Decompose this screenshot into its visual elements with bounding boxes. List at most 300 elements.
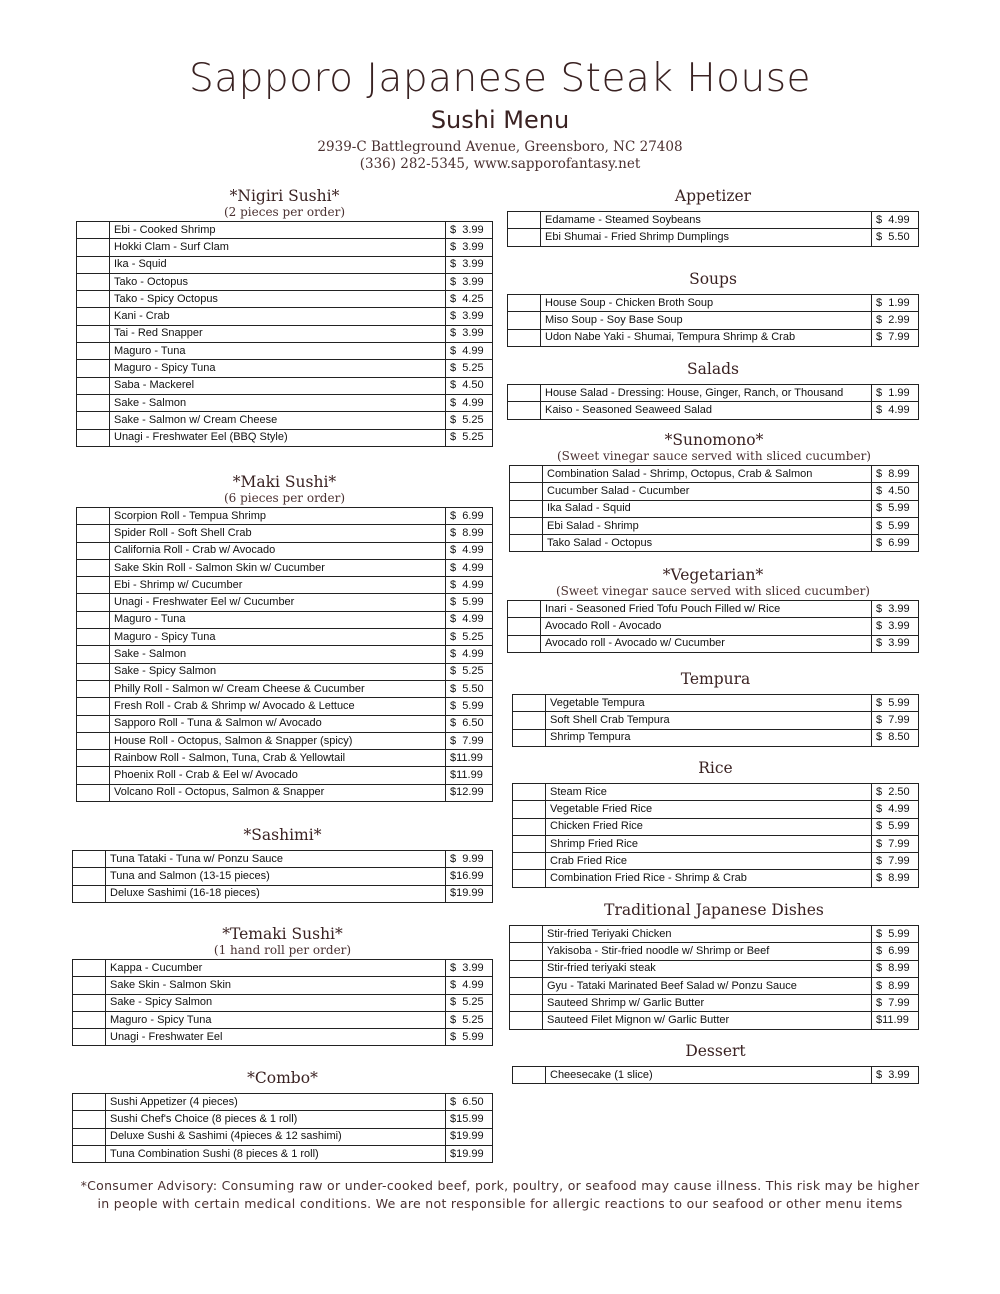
menu-item-row: [73, 1128, 493, 1145]
menu-item-row: [77, 325, 493, 342]
menu-item-blank-cell: [508, 402, 541, 419]
menu-item-row: [77, 715, 493, 732]
menu-item-row: [510, 500, 919, 517]
menu-item-blank-cell: [77, 508, 110, 525]
menu-item-name: Cheesecake (1 slice): [546, 1067, 872, 1084]
menu-item-blank-cell: [77, 256, 110, 273]
menu-item-name: Saba - Mackerel: [110, 377, 446, 394]
menu-item-name: Ebi - Shrimp w/ Cucumber: [110, 577, 446, 594]
section-title: Rice: [698, 759, 733, 777]
section-combo: [72, 1069, 493, 1163]
menu-item-name: Ebi Shumai - Fried Shrimp Dumplings: [541, 229, 872, 246]
menu-item-price: $ 8.99: [872, 466, 919, 483]
menu-item-row: [508, 212, 919, 229]
menu-item-name: Stir-fried Teriyaki Chicken: [543, 926, 872, 943]
menu-item-price: $ 4.99: [872, 801, 919, 818]
menu-item-blank-cell: [510, 1012, 543, 1029]
menu-item-price: $ 3.99: [446, 239, 493, 256]
menu-item-row: [77, 308, 493, 325]
menu-item-price: $ 4.99: [446, 611, 493, 628]
menu-item-price: $ 7.99: [872, 712, 919, 729]
menu-item-price: $ 8.99: [872, 870, 919, 887]
menu-item-name: Combination Salad - Shrimp, Octopus, Crab & Salmon: [543, 466, 872, 483]
menu-item-price: $ 3.99: [446, 960, 493, 977]
menu-item-price: $ 6.99: [872, 535, 919, 552]
section-subtitle: (1 hand roll per order): [213, 943, 352, 957]
menu-item-name: Maguro - Spicy Tuna: [110, 629, 446, 646]
menu-item-row: [510, 995, 919, 1012]
section-salads: [507, 360, 919, 420]
menu-item-row: [513, 695, 919, 712]
menu-item-name: Sake Skin - Salmon Skin: [106, 977, 446, 994]
menu-item-price: $ 1.99: [872, 385, 919, 402]
menu-item-price: $ 3.99: [446, 222, 493, 239]
menu-item-row: [73, 977, 493, 994]
section-appetizer: [507, 187, 919, 247]
menu-item-row: [513, 1067, 919, 1084]
menu-item-blank-cell: [77, 715, 110, 732]
menu-table: [509, 465, 919, 552]
menu-item-name: Tako Salad - Octopus: [543, 535, 872, 552]
menu-item-name: Tuna and Salmon (13-15 pieces): [106, 868, 446, 885]
menu-table: [76, 507, 493, 802]
menu-item-name: Yakisoba - Stir-fried noodle w/ Shrimp or Beef: [543, 943, 872, 960]
section-title: Salads: [687, 360, 739, 378]
menu-table: [507, 211, 919, 247]
section-subtitle: (2 pieces per order): [223, 205, 346, 219]
menu-item-price: $ 6.50: [446, 715, 493, 732]
menu-item-name: Vegetable Fried Rice: [546, 801, 872, 818]
menu-item-price: $ 4.99: [446, 577, 493, 594]
menu-item-name: Sake - Spicy Salmon: [110, 663, 446, 680]
menu-item-price: $ 9.99: [446, 851, 493, 868]
section-title: *Temaki Sushi*: [222, 925, 343, 943]
menu-item-name: Fresh Roll - Crab & Shrimp w/ Avocado & Lettuce: [110, 698, 446, 715]
menu-item-blank-cell: [77, 412, 110, 429]
menu-item-price: $19.99: [446, 1128, 493, 1145]
section-rice: [512, 759, 919, 888]
menu-item-price: $ 5.50: [446, 680, 493, 697]
menu-item-name: Tako - Octopus: [110, 273, 446, 290]
menu-item-price: $ 4.50: [446, 377, 493, 394]
menu-item-price: $11.99: [446, 750, 493, 767]
menu-item-name: Spider Roll - Soft Shell Crab: [110, 525, 446, 542]
section-dessert: [512, 1042, 919, 1084]
menu-item-name: Inari - Seasoned Fried Tofu Pouch Filled w/ Rice: [541, 601, 872, 618]
menu-item-price: $19.99: [446, 1145, 493, 1162]
menu-item-name: House Salad - Dressing: House, Ginger, Ranch, or Thousand: [541, 385, 872, 402]
menu-item-blank-cell: [508, 312, 541, 329]
menu-item-name: Tuna Combination Sushi (8 pieces & 1 roll): [106, 1145, 446, 1162]
section-title: Tempura: [680, 670, 751, 688]
menu-item-row: [77, 343, 493, 360]
menu-item-row: [73, 1094, 493, 1111]
menu-table: [512, 694, 919, 747]
section-title: *Maki Sushi*: [232, 473, 337, 491]
menu-table: [509, 925, 919, 1030]
menu-item-blank-cell: [77, 663, 110, 680]
menu-item-blank-cell: [508, 329, 541, 346]
menu-item-blank-cell: [73, 1011, 106, 1028]
menu-item-blank-cell: [513, 784, 546, 801]
menu-item-price: $ 3.99: [446, 273, 493, 290]
menu-item-row: [508, 618, 919, 635]
menu-item-price: $ 3.99: [872, 601, 919, 618]
menu-item-name: Deluxe Sushi & Sashimi (4pieces & 12 sashimi): [106, 1128, 446, 1145]
menu-item-blank-cell: [510, 535, 543, 552]
menu-item-blank-cell: [77, 273, 110, 290]
menu-item-blank-cell: [77, 360, 110, 377]
menu-item-name: Sauteed Shrimp w/ Garlic Butter: [543, 995, 872, 1012]
menu-item-name: Unagi - Freshwater Eel (BBQ Style): [110, 429, 446, 446]
menu-table: [512, 783, 919, 888]
menu-item-blank-cell: [73, 1094, 106, 1111]
menu-item-row: [510, 943, 919, 960]
section-title: Soups: [689, 270, 737, 288]
menu-item-price: $11.99: [872, 1012, 919, 1029]
menu-item-row: [510, 535, 919, 552]
menu-item-blank-cell: [77, 680, 110, 697]
menu-item-price: $ 5.25: [446, 994, 493, 1011]
menu-item-row: [513, 729, 919, 746]
menu-item-name: Combination Fried Rice - Shrimp & Crab: [546, 870, 872, 887]
menu-item-blank-cell: [73, 1111, 106, 1128]
menu-item-row: [77, 559, 493, 576]
menu-item-name: Avocado Roll - Avocado: [541, 618, 872, 635]
menu-item-price: $ 5.25: [446, 412, 493, 429]
menu-item-row: [513, 784, 919, 801]
menu-item-blank-cell: [73, 977, 106, 994]
menu-item-price: $ 4.99: [446, 394, 493, 411]
menu-item-row: [510, 977, 919, 994]
menu-item-blank-cell: [510, 500, 543, 517]
menu-item-name: Phoenix Roll - Crab & Eel w/ Avocado: [110, 767, 446, 784]
section-nigiri-sushi: [76, 187, 493, 447]
section-maki-sushi: [76, 473, 493, 802]
menu-item-blank-cell: [513, 801, 546, 818]
section-title: *Vegetarian*: [662, 566, 764, 584]
menu-item-blank-cell: [77, 429, 110, 446]
menu-item-name: Sake - Salmon: [110, 646, 446, 663]
menu-item-price: $ 7.99: [872, 995, 919, 1012]
menu-item-row: [77, 698, 493, 715]
menu-item-blank-cell: [77, 784, 110, 801]
advisory-line-2: in people with certain medical conditions. We are not responsible for allergic reactions to our seafood or other menu items: [97, 1196, 903, 1211]
menu-item-blank-cell: [77, 750, 110, 767]
menu-item-price: $ 5.99: [446, 698, 493, 715]
menu-item-row: [77, 680, 493, 697]
menu-item-price: $ 3.99: [446, 325, 493, 342]
menu-item-blank-cell: [513, 729, 546, 746]
menu-item-row: [77, 611, 493, 628]
menu-item-price: $ 5.99: [872, 695, 919, 712]
menu-item-price: $ 5.99: [872, 818, 919, 835]
menu-item-price: $ 4.99: [872, 402, 919, 419]
menu-item-blank-cell: [508, 385, 541, 402]
menu-item-blank-cell: [73, 885, 106, 902]
section-title: *Nigiri Sushi*: [229, 187, 340, 205]
menu-item-row: [508, 402, 919, 419]
menu-item-blank-cell: [510, 483, 543, 500]
menu-item-row: [513, 712, 919, 729]
section-temaki-sushi: [72, 925, 493, 1046]
menu-item-row: [510, 517, 919, 534]
menu-item-price: $ 4.99: [446, 977, 493, 994]
menu-item-price: $ 4.25: [446, 291, 493, 308]
menu-item-price: $ 4.99: [446, 542, 493, 559]
menu-item-row: [77, 784, 493, 801]
menu-item-blank-cell: [77, 291, 110, 308]
menu-item-blank-cell: [508, 295, 541, 312]
menu-item-price: $ 2.99: [872, 312, 919, 329]
menu-item-name: Sake - Salmon w/ Cream Cheese: [110, 412, 446, 429]
menu-item-name: Ebi Salad - Shrimp: [543, 517, 872, 534]
menu-item-name: Avocado roll - Avocado w/ Cucumber: [541, 635, 872, 652]
menu-item-row: [513, 818, 919, 835]
menu-item-row: [77, 291, 493, 308]
menu-item-blank-cell: [508, 212, 541, 229]
menu-item-row: [77, 663, 493, 680]
menu-item-blank-cell: [513, 695, 546, 712]
menu-item-name: Scorpion Roll - Tempua Shrimp: [110, 508, 446, 525]
menu-item-price: $ 5.99: [872, 500, 919, 517]
menu-item-name: Ika - Squid: [110, 256, 446, 273]
menu-item-price: $ 5.99: [446, 1029, 493, 1046]
menu-item-blank-cell: [510, 926, 543, 943]
menu-item-row: [73, 994, 493, 1011]
menu-item-price: $15.99: [446, 1111, 493, 1128]
menu-item-blank-cell: [508, 618, 541, 635]
menu-item-blank-cell: [77, 343, 110, 360]
menu-item-row: [510, 483, 919, 500]
menu-item-row: [508, 312, 919, 329]
menu-item-name: Udon Nabe Yaki - Shumai, Tempura Shrimp & Crab: [541, 329, 872, 346]
section-title: Traditional Japanese Dishes: [604, 901, 824, 919]
menu-item-blank-cell: [510, 517, 543, 534]
consumer-advisory: [40, 1177, 960, 1213]
menu-item-blank-cell: [77, 698, 110, 715]
menu-item-name: Kappa - Cucumber: [106, 960, 446, 977]
menu-item-name: House Soup - Chicken Broth Soup: [541, 295, 872, 312]
menu-item-name: Ika Salad - Squid: [543, 500, 872, 517]
menu-item-blank-cell: [77, 394, 110, 411]
menu-item-name: House Roll - Octopus, Salmon & Snapper (spicy): [110, 732, 446, 749]
menu-item-price: $ 5.99: [446, 594, 493, 611]
menu-item-name: Deluxe Sashimi (16-18 pieces): [106, 885, 446, 902]
menu-item-name: Sushi Chef's Choice (8 pieces & 1 roll): [106, 1111, 446, 1128]
menu-item-blank-cell: [77, 325, 110, 342]
menu-item-price: $19.99: [446, 885, 493, 902]
menu-item-row: [73, 1029, 493, 1046]
menu-item-blank-cell: [513, 712, 546, 729]
menu-item-blank-cell: [508, 635, 541, 652]
menu-item-price: $ 5.50: [872, 229, 919, 246]
menu-item-row: [77, 394, 493, 411]
address-line: 2939-C Battleground Avenue, Greensboro, NC 27408: [317, 139, 683, 155]
menu-item-row: [508, 635, 919, 652]
menu-item-name: Sake - Salmon: [110, 394, 446, 411]
menu-item-row: [77, 577, 493, 594]
menu-item-row: [510, 466, 919, 483]
section-vegetarian: [507, 566, 919, 653]
section-title: *Sunomono*: [664, 431, 764, 449]
contact-line: (336) 282-5345, www.sapporofantasy.net: [359, 156, 641, 172]
menu-item-price: $ 7.99: [872, 329, 919, 346]
menu-item-name: Sapporo Roll - Tuna & Salmon w/ Avocado: [110, 715, 446, 732]
menu-item-name: Philly Roll - Salmon w/ Cream Cheese & Cucumber: [110, 680, 446, 697]
menu-item-blank-cell: [73, 994, 106, 1011]
menu-item-row: [77, 542, 493, 559]
menu-item-name: Tako - Spicy Octopus: [110, 291, 446, 308]
menu-item-blank-cell: [513, 835, 546, 852]
menu-item-blank-cell: [77, 542, 110, 559]
menu-item-price: $ 3.99: [446, 308, 493, 325]
menu-table: [512, 1066, 919, 1084]
menu-item-price: $ 1.99: [872, 295, 919, 312]
menu-item-price: $ 3.99: [872, 1067, 919, 1084]
menu-table: [72, 959, 493, 1046]
menu-item-name: Soft Shell Crab Tempura: [546, 712, 872, 729]
menu-item-row: [510, 1012, 919, 1029]
menu-item-blank-cell: [510, 977, 543, 994]
menu-item-row: [73, 1011, 493, 1028]
menu-item-name: Sake - Spicy Salmon: [106, 994, 446, 1011]
section-subtitle: (Sweet vinegar sauce served with sliced cucumber): [556, 449, 871, 463]
menu-item-name: Cucumber Salad - Cucumber: [543, 483, 872, 500]
menu-item-name: Tuna Tataki - Tuna w/ Ponzu Sauce: [106, 851, 446, 868]
restaurant-title: Sapporo Japanese Steak House: [188, 56, 812, 101]
menu-item-name: California Roll - Crab w/ Avocado: [110, 542, 446, 559]
menu-item-price: $ 5.25: [446, 629, 493, 646]
menu-item-blank-cell: [513, 1067, 546, 1084]
menu-item-name: Vegetable Tempura: [546, 695, 872, 712]
section-title: Dessert: [685, 1042, 746, 1060]
menu-table: [72, 850, 493, 903]
menu-item-row: [73, 1145, 493, 1162]
menu-item-blank-cell: [77, 611, 110, 628]
menu-item-row: [508, 601, 919, 618]
menu-item-blank-cell: [513, 853, 546, 870]
menu-item-blank-cell: [73, 868, 106, 885]
menu-subtitle: Sushi Menu: [430, 106, 570, 134]
menu-item-name: Stir-fried teriyaki steak: [543, 960, 872, 977]
menu-item-row: [513, 835, 919, 852]
menu-item-blank-cell: [73, 1128, 106, 1145]
menu-item-name: Sake Skin Roll - Salmon Skin w/ Cucumber: [110, 559, 446, 576]
menu-item-price: $ 5.25: [446, 663, 493, 680]
menu-item-price: $ 4.50: [872, 483, 919, 500]
menu-table: [76, 221, 493, 447]
menu-item-row: [77, 360, 493, 377]
menu-item-name: Chicken Fried Rice: [546, 818, 872, 835]
menu-item-row: [77, 377, 493, 394]
menu-item-price: $ 4.99: [872, 212, 919, 229]
menu-item-blank-cell: [77, 377, 110, 394]
menu-item-row: [508, 385, 919, 402]
menu-item-row: [77, 429, 493, 446]
menu-item-price: $ 3.99: [872, 618, 919, 635]
menu-item-price: $ 3.99: [872, 635, 919, 652]
menu-item-name: Sushi Appetizer (4 pieces): [106, 1094, 446, 1111]
menu-item-blank-cell: [510, 960, 543, 977]
menu-item-blank-cell: [77, 308, 110, 325]
menu-item-blank-cell: [77, 629, 110, 646]
menu-item-price: $ 5.25: [446, 1011, 493, 1028]
menu-item-blank-cell: [513, 870, 546, 887]
menu-item-price: $ 8.99: [872, 960, 919, 977]
menu-item-name: Miso Soup - Soy Base Soup: [541, 312, 872, 329]
menu-item-price: $16.99: [446, 868, 493, 885]
menu-item-price: $ 8.99: [872, 977, 919, 994]
menu-item-price: $ 7.99: [446, 732, 493, 749]
menu-item-row: [77, 594, 493, 611]
menu-item-blank-cell: [77, 525, 110, 542]
menu-item-row: [77, 646, 493, 663]
menu-item-price: $ 4.99: [446, 646, 493, 663]
menu-item-row: [77, 273, 493, 290]
menu-item-price: $ 6.50: [446, 1094, 493, 1111]
menu-item-row: [77, 525, 493, 542]
menu-item-price: $ 7.99: [872, 853, 919, 870]
menu-item-blank-cell: [73, 851, 106, 868]
menu-item-price: $ 5.25: [446, 360, 493, 377]
menu-item-name: Volcano Roll - Octopus, Salmon & Snapper: [110, 784, 446, 801]
menu-item-name: Sauteed Filet Mignon w/ Garlic Butter: [543, 1012, 872, 1029]
section-traditional-japanese-dishes: [509, 901, 919, 1030]
menu-item-row: [77, 629, 493, 646]
menu-item-blank-cell: [73, 1029, 106, 1046]
menu-item-name: Rainbow Roll - Salmon, Tuna, Crab & Yellowtail: [110, 750, 446, 767]
menu-item-row: [77, 222, 493, 239]
menu-item-row: [508, 229, 919, 246]
menu-item-name: Crab Fried Rice: [546, 853, 872, 870]
menu-item-row: [513, 801, 919, 818]
menu-item-blank-cell: [77, 594, 110, 611]
menu-item-row: [513, 853, 919, 870]
menu-item-name: Unagi - Freshwater Eel: [106, 1029, 446, 1046]
menu-item-blank-cell: [510, 943, 543, 960]
menu-item-name: Kaiso - Seasoned Seaweed Salad: [541, 402, 872, 419]
section-title: *Sashimi*: [243, 826, 322, 844]
menu-item-name: Hokki Clam - Surf Clam: [110, 239, 446, 256]
section-subtitle: (6 pieces per order): [223, 491, 346, 505]
menu-item-price: $ 6.99: [872, 943, 919, 960]
section-soups: [507, 270, 919, 347]
menu-item-row: [77, 412, 493, 429]
menu-item-name: Shrimp Tempura: [546, 729, 872, 746]
menu-item-row: [77, 750, 493, 767]
section-title: Appetizer: [674, 187, 752, 205]
menu-item-row: [77, 508, 493, 525]
menu-item-price: $ 6.99: [446, 508, 493, 525]
menu-item-blank-cell: [510, 466, 543, 483]
menu-item-name: Maguro - Spicy Tuna: [110, 360, 446, 377]
menu-item-blank-cell: [73, 1145, 106, 1162]
section-title: *Combo*: [247, 1069, 318, 1087]
menu-item-name: Kani - Crab: [110, 308, 446, 325]
section-sunomono: [509, 431, 919, 552]
menu-item-row: [73, 885, 493, 902]
menu-table: [507, 384, 919, 420]
menu-item-row: [77, 767, 493, 784]
menu-item-price: $ 5.99: [872, 926, 919, 943]
menu-item-price: $ 8.50: [872, 729, 919, 746]
menu-item-blank-cell: [77, 239, 110, 256]
menu-item-row: [508, 329, 919, 346]
menu-table: [507, 600, 919, 653]
menu-item-blank-cell: [77, 732, 110, 749]
menu-item-name: Shrimp Fried Rice: [546, 835, 872, 852]
